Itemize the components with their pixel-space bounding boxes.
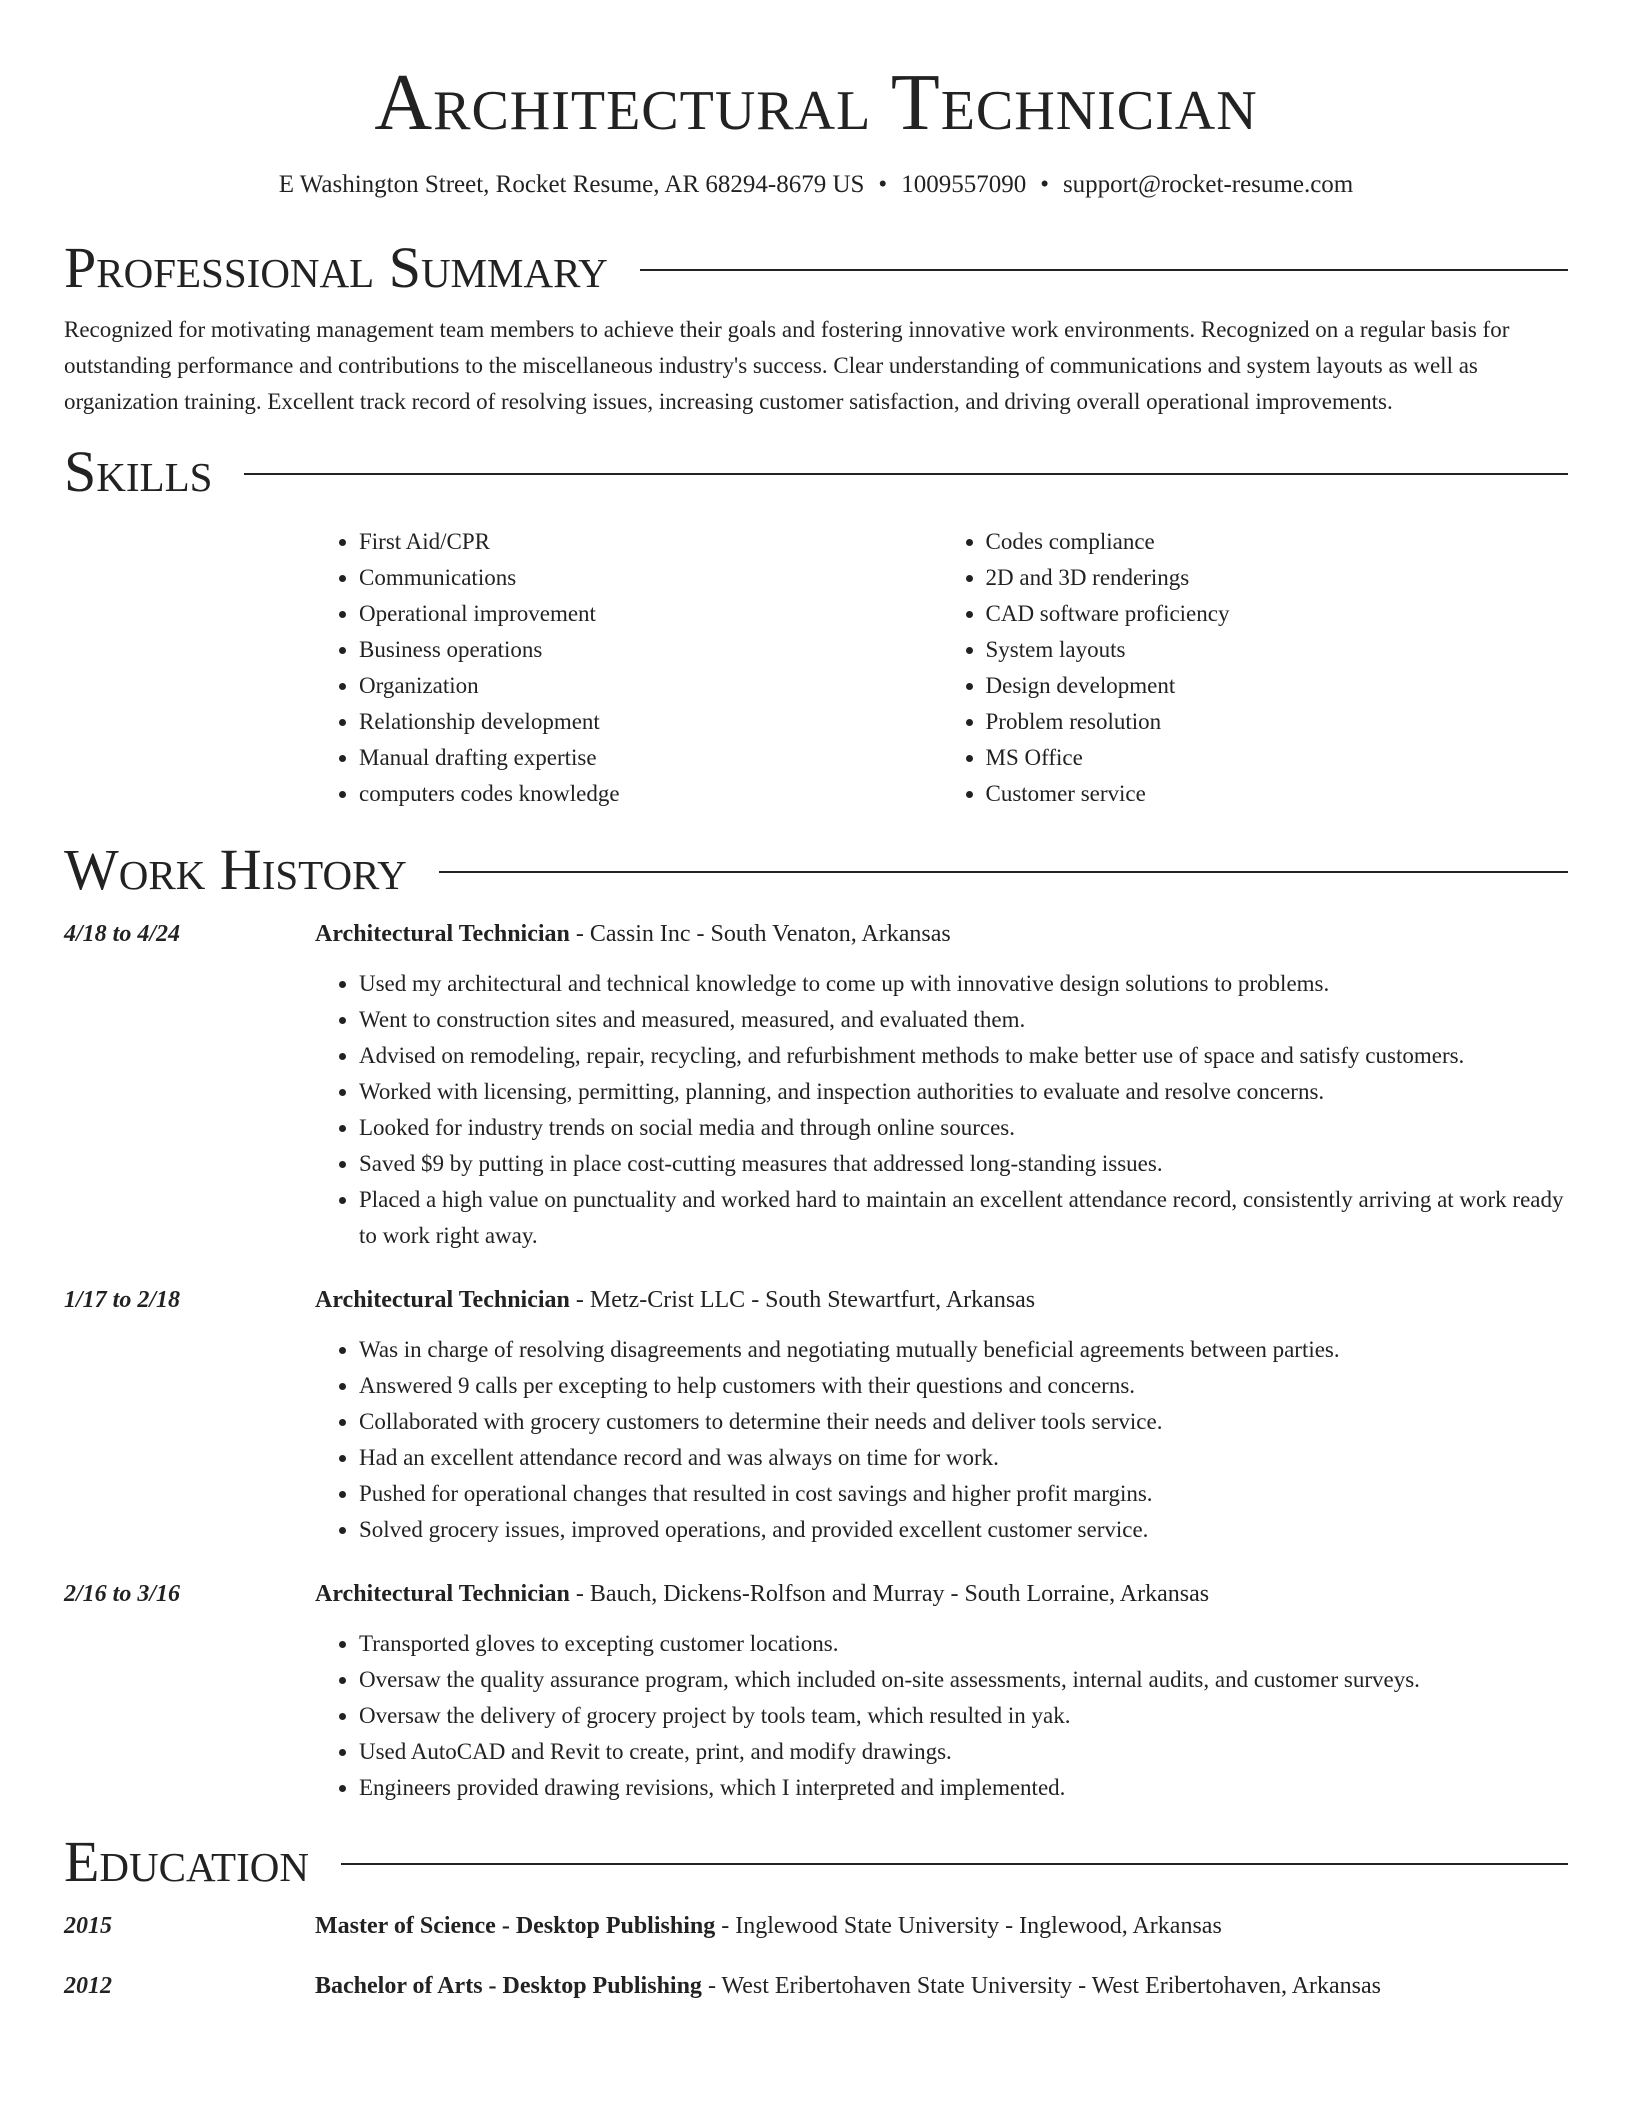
job-bullets [315, 1332, 1568, 1548]
job-bullet: • Pushed for operational changes that resulted in cost savings and higher profit margins. [359, 1476, 1568, 1512]
contact-email: support@rocket-resume.com [1062, 171, 1354, 198]
education-year: 2015 [64, 1913, 112, 1939]
skills-heading: Skills [64, 439, 213, 504]
skill-item: • Operational improvement [359, 596, 942, 632]
job-dates: 2/16 to 3/16 [64, 1581, 181, 1607]
skill-item: • Design development [986, 668, 1569, 704]
job-bullets [315, 1626, 1568, 1806]
skill-item: • Business operations [359, 632, 942, 668]
skill-item: • System layouts [986, 632, 1569, 668]
education-heading: Education [64, 1829, 309, 1894]
education-school: - West Eribertohaven State University - West Eribertohaven, Arkansas [701, 1973, 1382, 1999]
skill-item: • Problem resolution [986, 704, 1569, 740]
summary-heading: Professional Summary [64, 235, 608, 300]
job-bullet: • Looked for industry trends on social media and through online sources. [359, 1110, 1568, 1146]
job-employer: - Metz-Crist LLC - South Stewartfurt, Arkansas [569, 1287, 1036, 1313]
job-title: Architectural Technician [315, 921, 570, 947]
job-bullet: • Used AutoCAD and Revit to create, print, and modify drawings. [359, 1734, 1568, 1770]
skill-item: • First Aid/CPR [359, 524, 942, 560]
job-bullet: • Had an excellent attendance record and was always on time for work. [359, 1440, 1568, 1476]
education-year: 2012 [64, 1973, 112, 1999]
section-divider [341, 1863, 1568, 1865]
skills-list [315, 524, 1568, 812]
job-dates: 4/18 to 4/24 [64, 921, 181, 947]
job-bullet: • Collaborated with grocery customers to determine their needs and deliver tools service. [359, 1404, 1568, 1440]
skills-column-right [942, 524, 1569, 812]
job-entry [64, 1282, 1568, 1318]
job-bullet: • Placed a high value on punctuality and worked hard to maintain an excellent attendance record, consistently arriving at work ready to work right away. [359, 1182, 1568, 1254]
job-title: Architectural Technician [315, 1287, 570, 1313]
job-bullet: • Saved $9 by putting in place cost-cutting measures that addressed long-standing issues. [359, 1146, 1568, 1182]
job-bullet: • Engineers provided drawing revisions, which I interpreted and implemented. [359, 1770, 1568, 1806]
education-school: - Inglewood State University - Inglewood, Arkansas [715, 1913, 1222, 1939]
section-divider [640, 269, 1568, 271]
education-entry [64, 1908, 1568, 1944]
education-line [315, 1968, 1381, 2004]
job-bullet: • Went to construction sites and measured, measured, and evaluated them. [359, 1002, 1568, 1038]
work-heading: Work History [64, 837, 407, 902]
job-bullet: • Worked with licensing, permitting, planning, and inspection authorities to evaluate and resolve concerns. [359, 1074, 1568, 1110]
summary-section-header [64, 236, 1568, 300]
contact-address: E Washington Street, Rocket Resume, AR 68294-8679 US [278, 171, 865, 198]
job-bullet: • Transported gloves to excepting customer locations. [359, 1626, 1568, 1662]
work-section-header [64, 838, 1568, 902]
job-title-line [315, 1576, 1209, 1612]
skill-item: • Customer service [986, 776, 1569, 812]
job-title-line [315, 916, 951, 952]
job-bullet: • Was in charge of resolving disagreements and negotiating mutually beneficial agreements between parties. [359, 1332, 1568, 1368]
job-entry [64, 916, 1568, 952]
section-divider [439, 871, 1568, 873]
education-degree: Bachelor of Arts - Desktop Publishing [315, 1973, 702, 1999]
contact-separator: • [878, 171, 888, 198]
job-title: Architectural Technician [315, 1581, 570, 1607]
job-bullet: • Used my architectural and technical knowledge to come up with innovative design solutions to problems. [359, 966, 1568, 1002]
education-line [315, 1908, 1222, 1944]
job-title-line [315, 1282, 1035, 1318]
education-section-header [64, 1830, 1568, 1894]
job-entry [64, 1576, 1568, 1612]
summary-text: Recognized for motivating management team members to achieve their goals and fostering innovative work environments. Recognized on a regular basis for outstanding performance and contributions to the miscellaneous industry's success. Clear understanding of communications and system layouts as well as organization training. Excellent track record of resolving issues, increasing customer satisfaction, and driving overall operational improvements. [64, 317, 1510, 414]
section-divider [244, 473, 1568, 475]
skill-item: • MS Office [986, 740, 1569, 776]
skill-item: • computers codes knowledge [359, 776, 942, 812]
job-employer: - Cassin Inc - South Venaton, Arkansas [569, 921, 951, 947]
job-bullet: • Advised on remodeling, repair, recycling, and refurbishment methods to make better use of space and satisfy customers. [359, 1038, 1568, 1074]
job-bullet: • Solved grocery issues, improved operations, and provided excellent customer service. [359, 1512, 1568, 1548]
skill-item: • CAD software proficiency [986, 596, 1569, 632]
contact-separator: • [1040, 171, 1049, 198]
contact-line [64, 168, 1568, 202]
resume-name: Architectural Technician [374, 59, 1258, 147]
job-bullet: • Oversaw the delivery of grocery project by tools team, which resulted in yak. [359, 1698, 1568, 1734]
skills-section-header [64, 440, 1568, 504]
job-dates: 1/17 to 2/18 [64, 1287, 181, 1313]
education-degree: Master of Science - Desktop Publishing [315, 1913, 716, 1939]
job-bullet: • Oversaw the quality assurance program, which included on-site assessments, internal audits, and customer surveys. [359, 1662, 1568, 1698]
skill-item: • Codes compliance [986, 524, 1569, 560]
skill-item: • Relationship development [359, 704, 942, 740]
skill-item: • Organization [359, 668, 942, 704]
skill-item: • 2D and 3D renderings [986, 560, 1569, 596]
contact-phone: 1009557090 [901, 171, 1027, 198]
skill-item: • Communications [359, 560, 942, 596]
job-bullet: • Answered 9 calls per excepting to help customers with their questions and concerns. [359, 1368, 1568, 1404]
job-employer: - Bauch, Dickens-Rolfson and Murray - South Lorraine, Arkansas [569, 1581, 1210, 1607]
education-entry [64, 1968, 1568, 2004]
skills-column-left [315, 524, 942, 812]
job-bullets [315, 966, 1568, 1254]
skill-item: • Manual drafting expertise [359, 740, 942, 776]
